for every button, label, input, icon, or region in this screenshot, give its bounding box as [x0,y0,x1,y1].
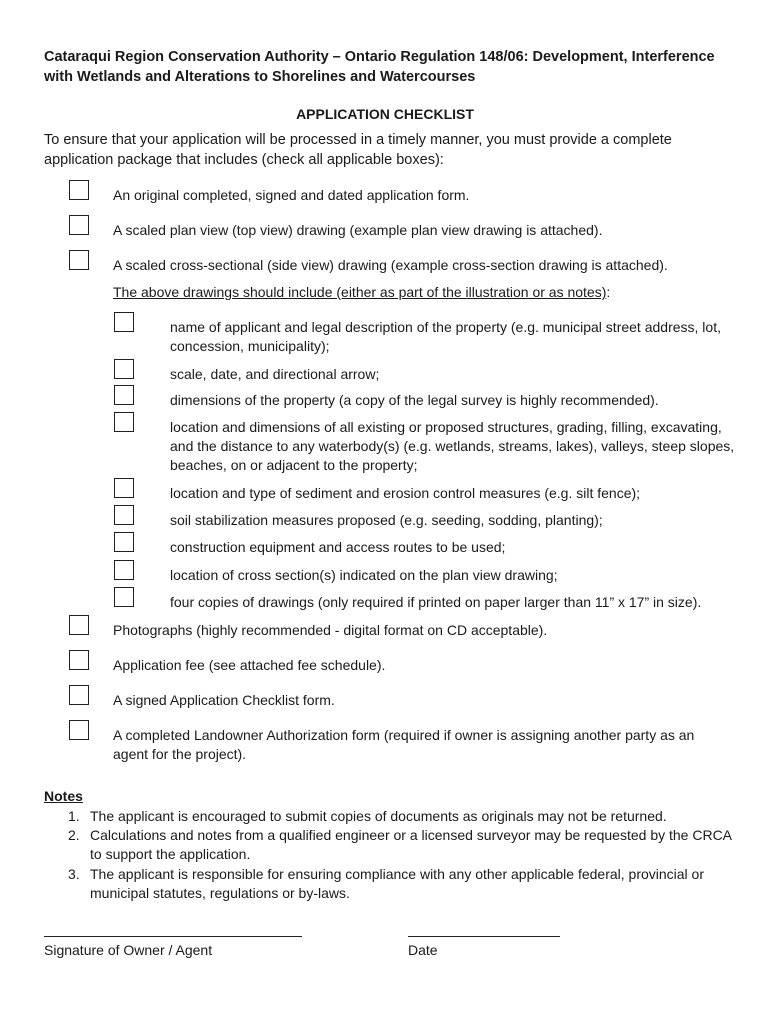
note-number: 1. [68,808,80,824]
intro-paragraph: To ensure that your application will be processed in a timely manner, you must provide a complete application package that includes (check all applicable boxes): [44,132,672,168]
drawings-include-note [113,283,753,302]
checkbox-plan-view[interactable] [69,215,89,235]
drawings-include-underlined: The above drawings should include (either as part of the illustration or as notes) [113,284,607,300]
item-plan-view: A scaled plan view (top view) drawing (example plan view drawing is attached). [113,222,603,238]
note-item: The applicant is responsible for ensuring compliance with any other applicable federal, provincial or municipal statutes, regulations or by-laws. [90,866,705,901]
checkbox-scale-date[interactable] [114,359,134,379]
sub-cross-section-location: location of cross section(s) indicated on the plan view drawing; [170,567,558,583]
item-landowner-authorization: A completed Landowner Authorization form (required if owner is assigning another party as an agent for the project). [113,727,695,762]
signature-line[interactable] [44,936,302,937]
item-cross-section: A scaled cross-sectional (side view) drawing (example cross-section drawing is attached). [113,257,668,273]
date-label: Date [408,942,438,958]
item-photographs: Photographs (highly recommended - digital format on CD acceptable). [113,622,548,638]
checkbox-equipment[interactable] [114,532,134,552]
note-number: 2. [68,827,80,843]
notes-heading: Notes [44,788,83,804]
item-signed-checklist: A signed Application Checklist form. [113,692,335,708]
checkbox-applicant-legal[interactable] [114,312,134,332]
sub-applicant-legal: name of applicant and legal description of the property (e.g. municipal street address, lot, concession, municipality); [170,319,721,354]
document-title: Cataraqui Region Conservation Authority – Ontario Regulation 148/06: Development, Interference with Wetlands and Alterations to Shorelines and Watercourses [44,49,715,85]
sub-equipment: construction equipment and access routes to be used; [170,539,506,555]
item-fee: Application fee (see attached fee schedule). [113,657,386,673]
checkbox-signed-checklist[interactable] [69,685,89,705]
checkbox-landowner-authorization[interactable] [69,720,89,740]
checkbox-photographs[interactable] [69,615,89,635]
checkbox-cross-section[interactable] [69,250,89,270]
note-number: 3. [68,866,80,882]
date-line[interactable] [408,936,560,937]
checkbox-copies[interactable] [114,587,134,607]
note-item: The applicant is encouraged to submit copies of documents as originals may not be returned. [90,808,667,824]
checkbox-application-form[interactable] [69,180,89,200]
sub-scale-date: scale, date, and directional arrow; [170,366,380,382]
sub-copies: four copies of drawings (only required if printed on paper larger than 11” x 17” in size). [170,594,702,610]
sub-structures: location and dimensions of all existing or proposed structures, grading, filling, excavating, and the distance to any waterbody(s) (e.g. wetlands, streams, lakes), valleys, steep slopes, beaches, on or adjacent to the property; [170,419,735,473]
sub-soil: soil stabilization measures proposed (e.g. seeding, sodding, planting); [170,512,603,528]
checkbox-fee[interactable] [69,650,89,670]
checkbox-sediment[interactable] [114,478,134,498]
checkbox-structures[interactable] [114,412,134,432]
checkbox-cross-section-location[interactable] [114,560,134,580]
note-item: Calculations and notes from a qualified engineer or a licensed surveyor may be requested by the CRCA to support the application. [90,827,732,862]
sub-sediment: location and type of sediment and erosion control measures (e.g. silt fence); [170,485,641,501]
sub-dimensions: dimensions of the property (a copy of the legal survey is highly recommended). [170,392,659,408]
checklist-heading: APPLICATION CHECKLIST [296,106,474,122]
checkbox-dimensions[interactable] [114,385,134,405]
drawings-include-colon: : [606,284,611,300]
checkbox-soil[interactable] [114,505,134,525]
item-application-form: An original completed, signed and dated application form. [113,187,470,203]
signature-label: Signature of Owner / Agent [44,942,213,958]
